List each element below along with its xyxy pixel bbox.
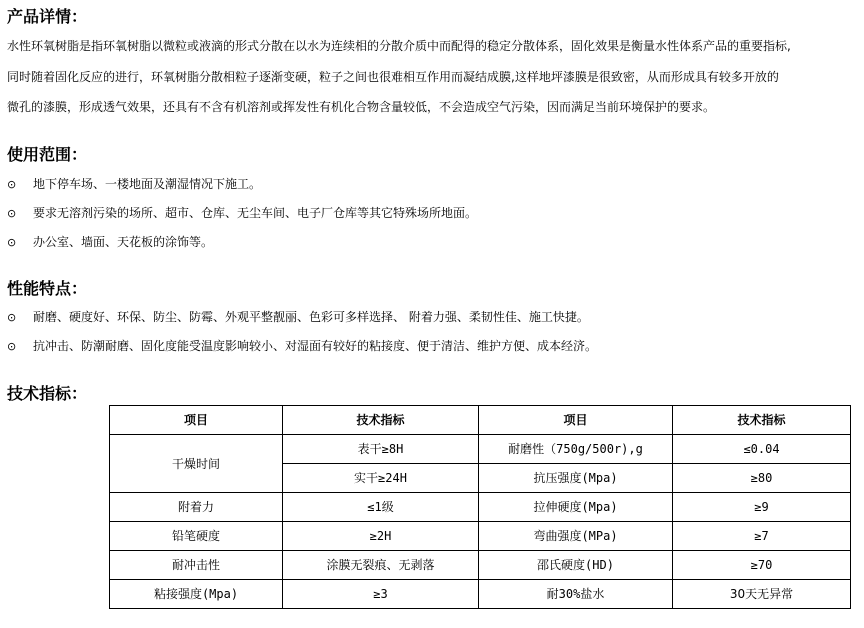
table-cell: 30天无异常	[673, 580, 851, 609]
table-header-cell: 技术指标	[673, 406, 851, 435]
details-line: 同时随着固化反应的进行，环氧树脂分散相粒子逐渐变硬，粒子之间也很难相互作用而凝结成膜,这样地坪漆膜是很致密，从而形成具有较多开放的	[7, 70, 779, 84]
table-cell: ≤0.04	[673, 435, 851, 464]
table-cell: ≥70	[673, 551, 851, 580]
table-cell: 铅笔硬度	[110, 522, 283, 551]
bullet-icon: ⊙	[7, 236, 17, 249]
table-header-cell: 项目	[110, 406, 283, 435]
bullet-icon: ⊙	[7, 207, 17, 220]
table-row	[110, 580, 851, 609]
table-header-row	[110, 406, 851, 435]
usage-item-text: 地下停车场、一楼地面及潮湿情况下施工。	[33, 177, 262, 191]
bullet-icon: ⊙	[7, 311, 17, 324]
table-cell: 邵氏硬度(HD)	[479, 551, 673, 580]
usage-item-text: 要求无溶剂污染的场所、超市、仓库、无尘车间、电子厂仓库等其它特殊场所地面。	[33, 206, 478, 220]
table-cell: 实干≥24H	[283, 464, 479, 493]
table-cell: ≤1级	[283, 493, 479, 522]
table-cell: 抗压强度(Mpa)	[479, 464, 673, 493]
table-cell: 干燥时间	[110, 435, 283, 493]
table-cell: 拉伸硬度(Mpa)	[479, 493, 673, 522]
details-heading: 产品详情：	[7, 7, 88, 26]
usage-item	[7, 176, 261, 193]
usage-heading: 使用范围：	[7, 145, 88, 164]
table-cell: ≥80	[673, 464, 851, 493]
features-item	[7, 309, 589, 326]
usage-item-text: 办公室、墙面、天花板的涂饰等。	[33, 235, 214, 249]
table-cell: 涂膜无裂痕、无剥落	[283, 551, 479, 580]
table-cell: ≥7	[673, 522, 851, 551]
specs-table	[109, 405, 851, 609]
table-cell: ≥9	[673, 493, 851, 522]
table-cell: 耐30%盐水	[479, 580, 673, 609]
table-row	[110, 551, 851, 580]
features-item	[7, 338, 597, 355]
details-line: 微孔的漆膜，形成透气效果，还具有不含有机溶剂或挥发性有机化合物含量较低，不会造成空气污染，因而满足当前环境保护的要求。	[7, 100, 716, 114]
table-cell: 耐冲击性	[110, 551, 283, 580]
table-row	[110, 435, 851, 464]
table-cell: 耐磨性（750g/500r),g	[479, 435, 673, 464]
table-header-cell: 项目	[479, 406, 673, 435]
features-heading: 性能特点：	[7, 279, 88, 298]
details-line: 水性环氧树脂是指环氧树脂以微粒或液滴的形式分散在以水为连续相的分散介质中而配得的稳定分散体系，固化效果是衡量水性体系产品的重要指标,	[7, 39, 791, 53]
table-cell: ≥2H	[283, 522, 479, 551]
bullet-icon: ⊙	[7, 340, 17, 353]
table-row	[110, 493, 851, 522]
table-header-cell: 技术指标	[283, 406, 479, 435]
usage-item	[7, 205, 477, 222]
table-cell: 弯曲强度(MPa)	[479, 522, 673, 551]
usage-item	[7, 234, 213, 251]
table-cell: 粘接强度(Mpa)	[110, 580, 283, 609]
table-cell: 表干≥8H	[283, 435, 479, 464]
specs-heading: 技术指标：	[7, 384, 88, 403]
bullet-icon: ⊙	[7, 178, 17, 191]
table-cell: ≥3	[283, 580, 479, 609]
features-item-text: 耐磨、硬度好、环保、防尘、防霉、外观平整靓丽、色彩可多样选择、 附着力强、柔韧性佳、施工快捷。	[33, 310, 589, 324]
table-row	[110, 522, 851, 551]
table-cell: 附着力	[110, 493, 283, 522]
features-item-text: 抗冲击、防潮耐磨、固化度能受温度影响较小、对湿面有较好的粘接度、便于清洁、维护方便、成本经济。	[33, 339, 598, 353]
